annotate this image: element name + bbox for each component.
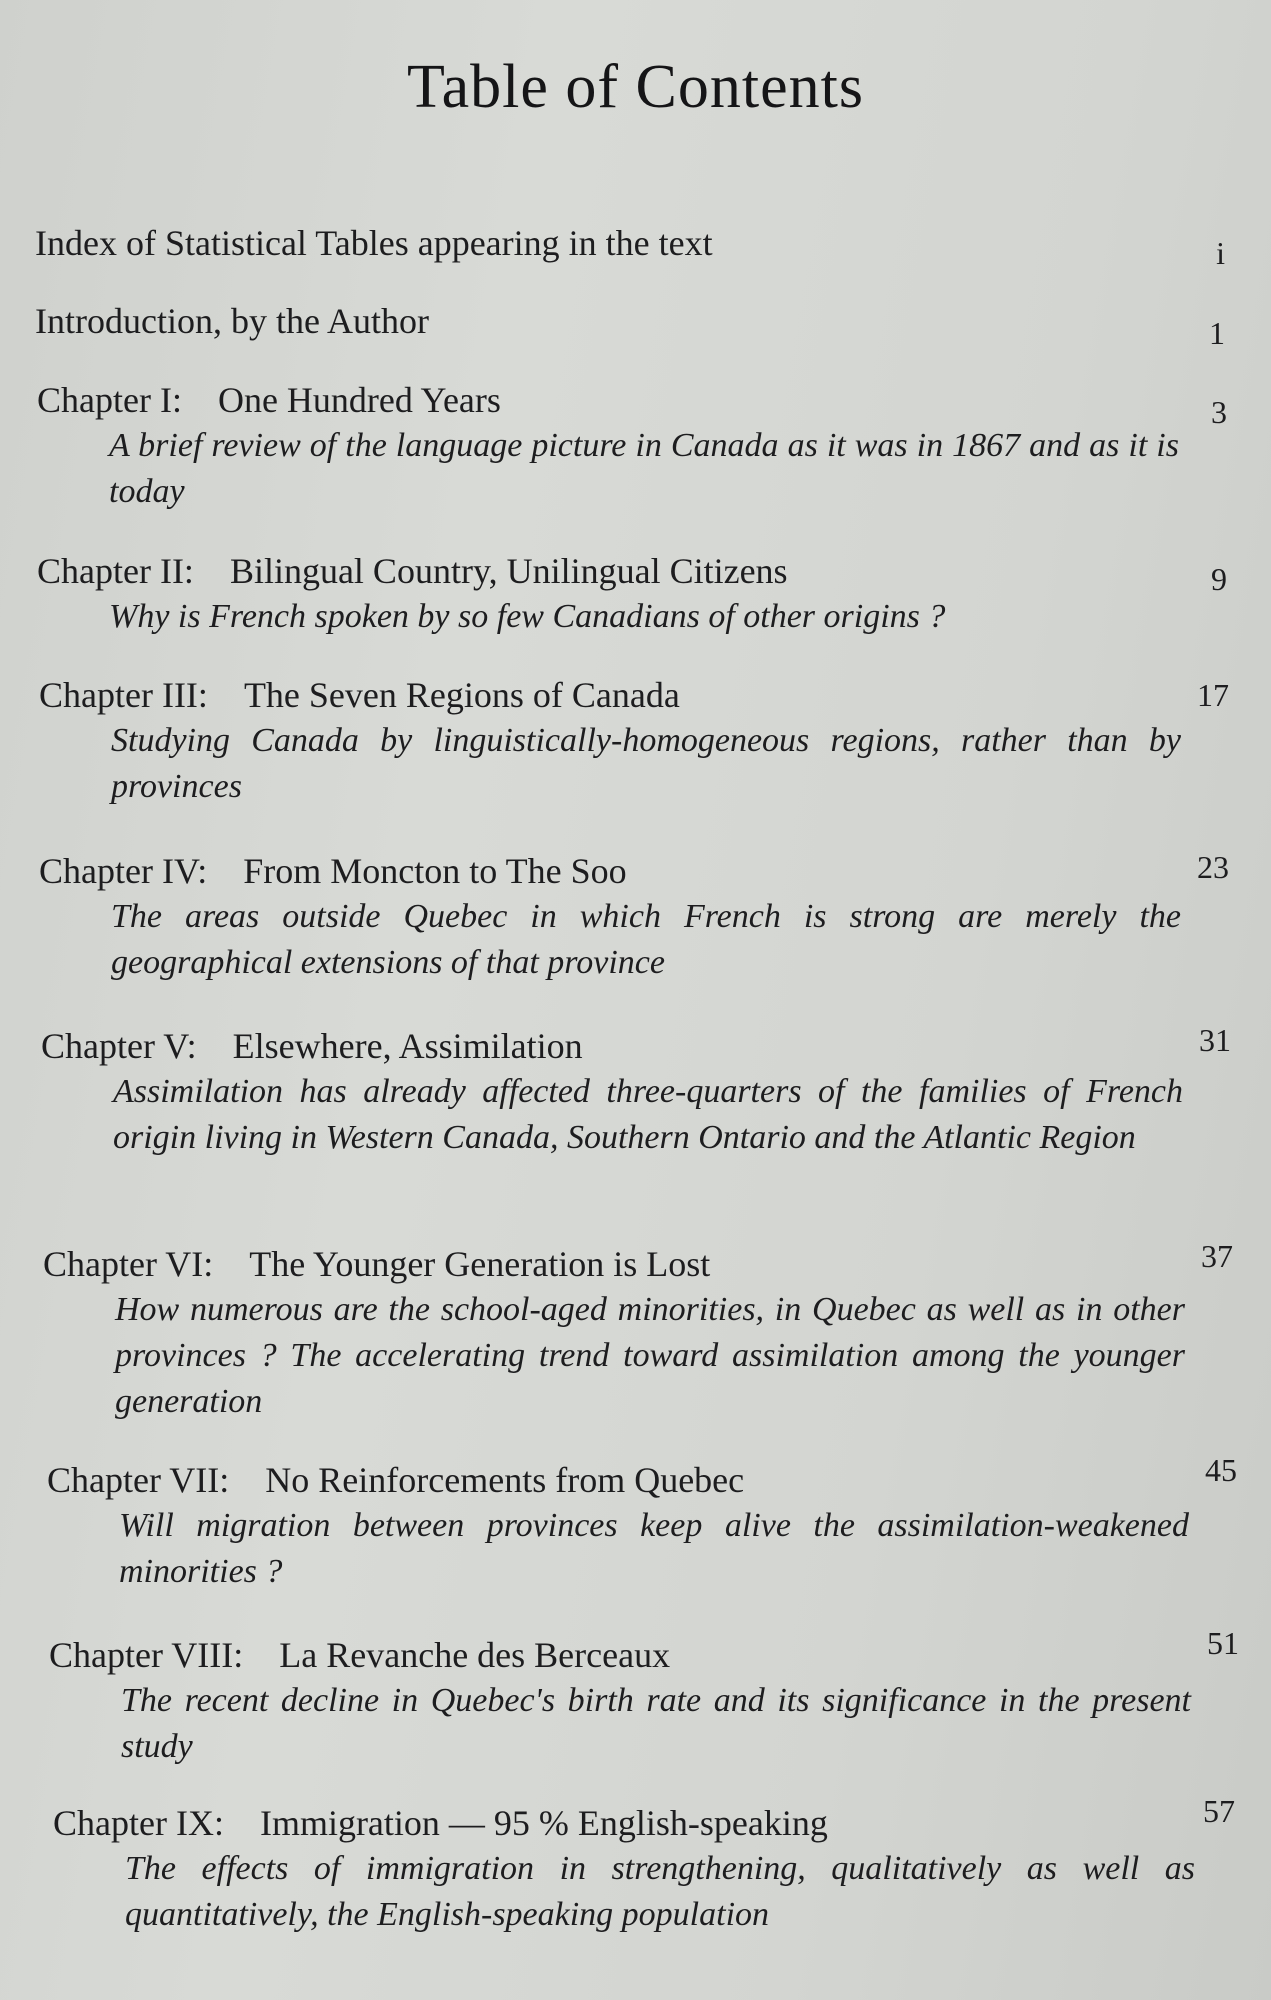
toc-entry-index xyxy=(35,220,1225,271)
chapter-title: Immigration — 95 % English-speaking xyxy=(259,1803,828,1843)
chapter-subtitle: Will migration between provinces keep alive the assimilation-weakened minorities ? xyxy=(119,1507,1189,1590)
page-number: 3 xyxy=(1211,394,1227,430)
chapter-subtitle: The areas outside Quebec in which French is strong are merely the geographical extensions of that province xyxy=(111,898,1181,981)
page-number: 37 xyxy=(1201,1238,1233,1274)
chapter-label: Chapter VIII: xyxy=(49,1635,244,1675)
page-title: Table of Contents xyxy=(407,53,864,121)
chapter-subtitle: The recent decline in Quebec's birth rate and its significance in the present study xyxy=(121,1682,1191,1765)
toc-entry-chapter-5 xyxy=(41,1023,1231,1161)
chapter-label: Chapter VI: xyxy=(43,1244,214,1284)
chapter-label: Chapter IX: xyxy=(53,1803,224,1843)
chapter-label: Chapter VII: xyxy=(47,1460,230,1500)
chapter-subtitle: Studying Canada by linguistically-homogeneous regions, rather than by provinces xyxy=(111,722,1181,805)
page-number: 51 xyxy=(1207,1625,1239,1661)
chapter-label: Chapter I: xyxy=(37,380,182,420)
page-number: i xyxy=(1216,235,1225,271)
toc-entry-chapter-1 xyxy=(37,377,1227,515)
page-number: 57 xyxy=(1203,1793,1235,1829)
chapter-label: Chapter II: xyxy=(37,551,194,591)
entry-label: Index of Statistical Tables appearing in the text xyxy=(35,223,713,263)
page-number: 23 xyxy=(1197,849,1229,885)
toc-entry-chapter-4 xyxy=(39,848,1229,986)
chapter-label: Chapter IV: xyxy=(39,851,208,891)
chapter-title: The Younger Generation is Lost xyxy=(249,1244,711,1284)
chapter-subtitle: A brief review of the language picture in Canada as it was in 1867 and as it is today xyxy=(109,427,1179,510)
chapter-subtitle: How numerous are the school-aged minorities, in Quebec as well as in other provinces ? The accelerating trend toward assimilation among the younger generation xyxy=(115,1291,1185,1420)
page-number: 17 xyxy=(1197,677,1229,713)
toc-entry-chapter-7 xyxy=(47,1452,1237,1595)
toc-entry-chapter-3 xyxy=(39,672,1229,810)
chapter-title: Bilingual Country, Unilingual Citizens xyxy=(229,551,788,591)
chapter-title: No Reinforcements from Quebec xyxy=(265,1460,745,1500)
page-number: 1 xyxy=(1209,315,1225,351)
chapter-label: Chapter V: xyxy=(41,1026,197,1066)
toc-entry-chapter-6 xyxy=(43,1238,1233,1425)
chapter-title: The Seven Regions of Canada xyxy=(243,675,680,715)
toc-entry-chapter-9 xyxy=(53,1793,1243,1938)
chapter-title: One Hundred Years xyxy=(217,380,501,420)
chapter-title: La Revanche des Berceaux xyxy=(279,1635,671,1675)
chapter-subtitle: The effects of immigration in strengthening, qualitatively as well as quantitatively, the English-speaking population xyxy=(125,1850,1195,1933)
toc-entry-chapter-8 xyxy=(49,1625,1239,1770)
chapter-title: Elsewhere, Assimilation xyxy=(232,1026,583,1066)
entry-label: Introduction, by the Author xyxy=(35,301,429,341)
toc-entry-chapter-2 xyxy=(37,548,1227,640)
chapter-subtitle: Assimilation has already affected three-quarters of the families of French origin living in Western Canada, Southern Ontario and the Atlantic Region xyxy=(113,1073,1183,1156)
page-number: 45 xyxy=(1205,1452,1237,1488)
toc-entry-introduction xyxy=(35,298,1225,351)
page-number: 31 xyxy=(1199,1022,1231,1058)
page-number: 9 xyxy=(1211,561,1227,597)
chapter-title: From Moncton to The Soo xyxy=(243,851,627,891)
chapter-label: Chapter III: xyxy=(39,675,208,715)
chapter-subtitle: Why is French spoken by so few Canadians of other origins ? xyxy=(109,598,946,635)
